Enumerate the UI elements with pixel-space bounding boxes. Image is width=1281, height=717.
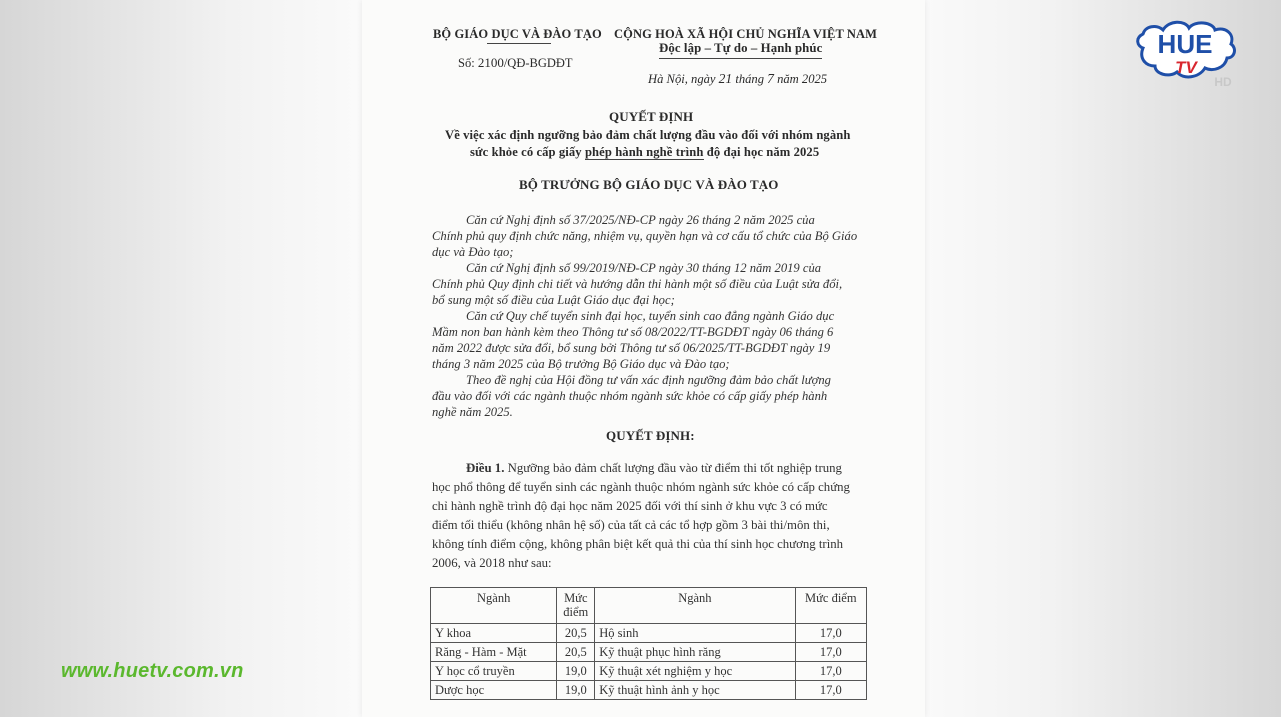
place-date-prefix: Hà Nội, ngày [648, 72, 716, 86]
date-day: 21 [718, 71, 733, 86]
table-header-cell: Ngành [431, 588, 557, 624]
place-date [648, 71, 827, 87]
table-row [431, 681, 867, 700]
article-1-line: 2006, và 2018 như sau: [432, 556, 552, 570]
subject-line-2-pre: sức khỏe có cấp giấy [470, 145, 585, 159]
table-header-cell: Mức điểm [557, 588, 595, 624]
basis-line: Theo đề nghị của Hội đồng tư vấn xác định ngưỡng đảm bảo chất lượng [466, 373, 831, 387]
ministry-name: BỘ GIÁO DỤC VÀ ĐÀO TẠO [433, 27, 602, 41]
number-code: /QĐ-BGDĐT [503, 56, 573, 70]
table-cell: Hộ sinh [595, 624, 795, 643]
subject-line-2-mid: phép hành nghề trình [584, 145, 704, 159]
logo-badge: HD [1214, 75, 1232, 89]
date-month: 7 [767, 71, 774, 86]
basis-line: đầu vào đối với các ngành thuộc nhóm ngành sức khỏe có cấp giấy phép hành [432, 389, 828, 403]
table-cell: 17,0 [795, 643, 866, 662]
national-motto: Độc lập – Tự do – Hạnh phúc [659, 41, 823, 55]
website-watermark: www.huetv.com.vn [61, 660, 244, 682]
table-cell: Răng - Hàm - Mặt [431, 643, 557, 662]
article-1-line: không tính điểm cộng, không phân biệt kết quả thi của thí sinh học chương trình [432, 537, 844, 551]
basis-line: năm 2022 được sửa đổi, bổ sung bởi Thông tư số 06/2025/TT-BGDĐT ngày 19 [432, 341, 831, 355]
table-cell: 17,0 [795, 681, 866, 700]
table-cell: 20,5 [557, 624, 595, 643]
article-1-line: học phổ thông để tuyển sinh các ngành thuộc nhóm ngành sức khỏe có cấp chứng [432, 480, 850, 494]
basis-line: tháng 3 năm 2025 của Bộ trưởng Bộ Giáo dục và Đào tạo; [432, 357, 730, 371]
table-cell: 19,0 [557, 662, 595, 681]
number-value: 2100 [477, 55, 504, 70]
table-header-cell: Ngành [595, 588, 795, 624]
table-cell: Y khoa [431, 624, 557, 643]
table-cell: 19,0 [557, 681, 595, 700]
huetv-logo [1133, 18, 1239, 90]
decision-title: QUYẾT ĐỊNH [609, 109, 694, 124]
number-label: Số: [458, 56, 475, 70]
table-header-row [431, 588, 867, 624]
basis-line: nghề năm 2025. [432, 405, 513, 419]
basis-line: Căn cứ Quy chế tuyển sinh đại học, tuyển sinh cao đẳng ngành Giáo dục [466, 309, 835, 323]
table-cell: 17,0 [795, 662, 866, 681]
article-1-text: Ngưỡng bảo đảm chất lượng đầu vào từ điểm thi tốt nghiệp trung [504, 461, 842, 475]
article-1-line [466, 461, 842, 476]
table-row [431, 643, 867, 662]
subject-line-2-post: độ đại học năm 2025 [703, 145, 820, 159]
table-cell: Dược học [431, 681, 557, 700]
issuing-authority: BỘ TRƯỞNG BỘ GIÁO DỤC VÀ ĐÀO TẠO [519, 177, 779, 192]
logo-text-bottom: TV [1175, 58, 1197, 77]
document-number [458, 55, 573, 71]
basis-line: Mầm non ban hành kèm theo Thông tư số 08/2022/TT-BGDĐT ngày 06 tháng 6 [432, 325, 834, 339]
decision-subject-line-2 [470, 145, 819, 160]
year-label: năm 2025 [777, 72, 828, 86]
table-header-cell: Mức điểm [795, 588, 866, 624]
article-1-line: điểm tối thiểu (không nhân hệ số) của tất cả các tổ hợp gồm 3 bài thi/môn thi, [432, 518, 830, 532]
table-row [431, 624, 867, 643]
table-cell: 17,0 [795, 624, 866, 643]
table-row [431, 662, 867, 681]
table-cell: Kỹ thuật hình ảnh y học [595, 681, 795, 700]
table-cell: Kỹ thuật xét nghiệm y học [595, 662, 795, 681]
logo-text-top: HUE [1157, 29, 1213, 59]
score-threshold-table [430, 587, 867, 700]
table-cell: Kỹ thuật phục hình răng [595, 643, 795, 662]
basis-line: bổ sung một số điều của Luật Giáo dục đại học; [432, 293, 675, 307]
article-1-line: chỉ hành nghề trình độ đại học năm 2025 đối với thí sinh ở khu vực 3 có mức [432, 499, 828, 513]
motto-underline [659, 58, 822, 59]
republic-name: CỘNG HOÀ XÃ HỘI CHỦ NGHĨA VIỆT NAM [614, 27, 878, 41]
basis-line: Chính phủ quy định chức năng, nhiệm vụ, quyền hạn và cơ cấu tổ chức của Bộ Giáo [432, 229, 858, 243]
month-label: tháng [735, 72, 765, 86]
table-cell: Y học cổ truyền [431, 662, 557, 681]
table-cell: 20,5 [557, 643, 595, 662]
basis-line: Căn cứ Nghị định số 37/2025/NĐ-CP ngày 26 tháng 2 năm 2025 của [466, 213, 815, 227]
basis-line: Chính phủ Quy định chi tiết và hướng dẫn thi hành một số điều của Luật sửa đổi, [432, 277, 843, 291]
article-1-label: Điều 1. [466, 461, 505, 475]
decision-heading: QUYẾT ĐỊNH: [606, 428, 695, 443]
decision-subject-line-1: Về việc xác định ngưỡng bảo đảm chất lượng đầu vào đối với nhóm ngành [445, 128, 851, 142]
basis-line: dục và Đào tạo; [432, 245, 514, 259]
basis-line: Căn cứ Nghị định số 99/2019/NĐ-CP ngày 30 tháng 12 năm 2019 của [466, 261, 822, 275]
ministry-underline [487, 43, 551, 44]
